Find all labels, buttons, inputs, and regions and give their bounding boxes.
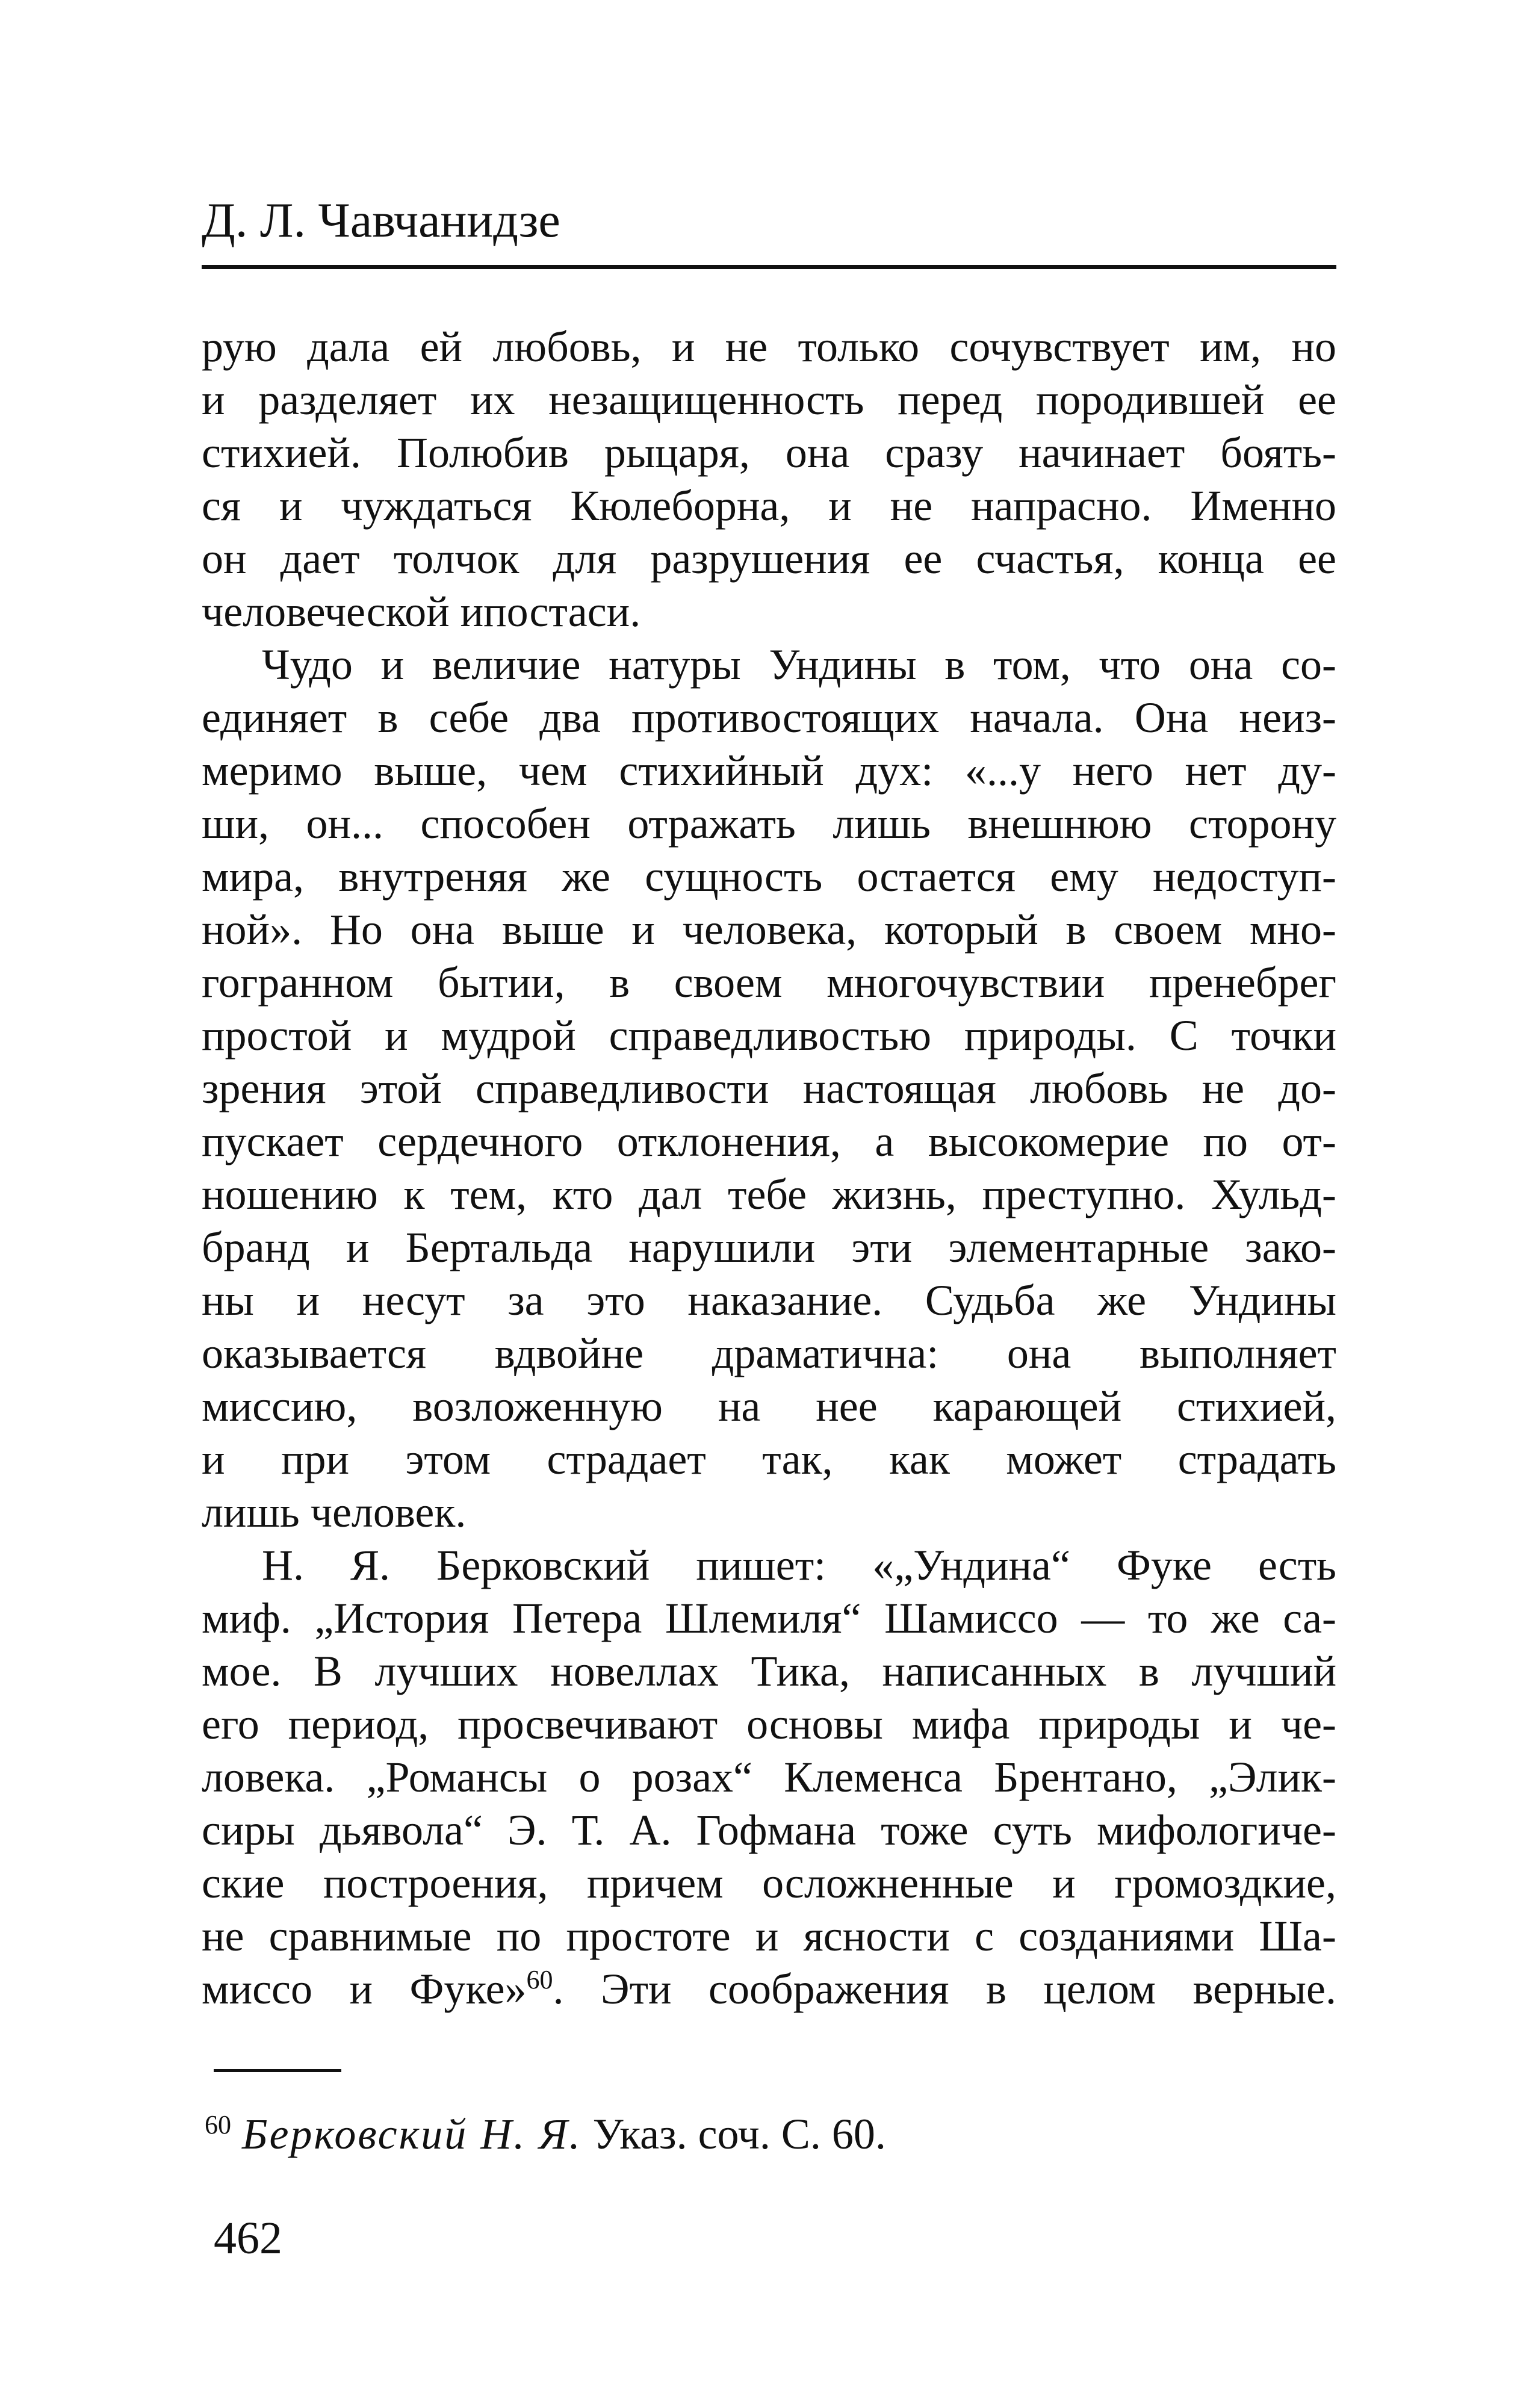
text-line: гогранном бытии, в своем многочувствии пренебрег <box>202 958 1336 1007</box>
text-line: единяет в себе два противостоящих начала. Она неиз- <box>202 694 1336 742</box>
page-number: 462 <box>214 2213 282 2264</box>
text-line: и при этом страдает так, как может страдать <box>202 1435 1336 1483</box>
footnote-rule <box>214 2069 341 2072</box>
text-line: ся и чуждаться Кюлеборна, и не напрасно. Именно <box>202 482 1336 530</box>
header-rule <box>202 265 1336 269</box>
text-line: Чудо и величие натуры Ундины в том, что она со- <box>262 641 1336 689</box>
text-line: лишь человек. <box>202 1488 467 1536</box>
text-line: мира, внутреняя же сущность остается ему недоступ- <box>202 852 1336 901</box>
text-line: бранд и Бертальда нарушили эти элементарные зако- <box>202 1223 1336 1271</box>
running-head: Д. Л. Чавчанидзе <box>202 193 560 247</box>
text-line: он дает толчок для разрушения ее счастья, конца ее <box>202 535 1336 583</box>
text-line: ские построения, причем осложненные и громоздкие, <box>202 1859 1336 1907</box>
text-line: ши, он... способен отражать лишь внешнюю сторону <box>202 799 1336 848</box>
text-line: не сравнимые по простоте и ясности с созданиями Ша- <box>202 1912 1336 1960</box>
text-line: рую дала ей любовь, и не только сочувствует им, но <box>202 323 1336 371</box>
text-line: ны и несут за это наказание. Судьба же Ундины <box>202 1276 1336 1324</box>
text-line: миссию, возложенную на нее карающей стихией, <box>202 1382 1336 1430</box>
text-line: оказывается вдвойне драматична: она выполняет <box>202 1329 1336 1377</box>
text-line: зрения этой справедливости настоящая любовь не до- <box>202 1064 1336 1112</box>
text-line: ловека. „Романсы о розах“ Клеменса Брентано, „Элик- <box>202 1753 1336 1801</box>
body-text <box>202 320 1336 2015</box>
text-line: мое. В лучших новеллах Тика, написанных в лучший <box>202 1647 1336 1695</box>
footnote-author: Берковский Н. Я. <box>242 2110 582 2158</box>
text-line: Н. Я. Берковский пишет: «„Ундина“ Фуке есть <box>262 1541 1336 1589</box>
text-line-with-note-ref <box>202 1963 1336 2015</box>
text-line: пускает сердечного отклонения, а высокомерие по от- <box>202 1117 1336 1165</box>
footnote-reference: 60 <box>526 1965 553 1994</box>
footnote-text: Указ. соч. С. 60. <box>581 2110 886 2158</box>
text-line: стихией. Полюбив рыцаря, она сразу начинает боять- <box>202 429 1336 477</box>
text-line: его период, просвечивают основы мифа природы и че- <box>202 1700 1336 1748</box>
text-line: ной». Но она выше и человека, который в своем мно- <box>202 905 1336 954</box>
text-fragment: . Эти соображения в целом верные. <box>553 1965 1336 2013</box>
text-line: и разделяет их незащищенность перед породившей ее <box>202 376 1336 424</box>
text-fragment: миссо и Фуке» <box>202 1965 527 2013</box>
text-line: человеческой ипостаси. <box>202 588 641 636</box>
text-line: меримо выше, чем стихийный дух: «...у него нет ду- <box>202 746 1336 795</box>
footnote <box>205 2107 886 2161</box>
text-line: ношению к тем, кто дал тебе жизнь, преступно. Хульд- <box>202 1170 1336 1218</box>
text-line: миф. „История Петера Шлемиля“ Шамиссо — то же са- <box>202 1594 1336 1642</box>
footnote-marker: 60 <box>205 2110 231 2140</box>
text-line: сиры дьявола“ Э. Т. А. Гофмана тоже суть мифологиче- <box>202 1806 1336 1854</box>
text-line: простой и мудрой справедливостью природы. С точки <box>202 1011 1336 1060</box>
